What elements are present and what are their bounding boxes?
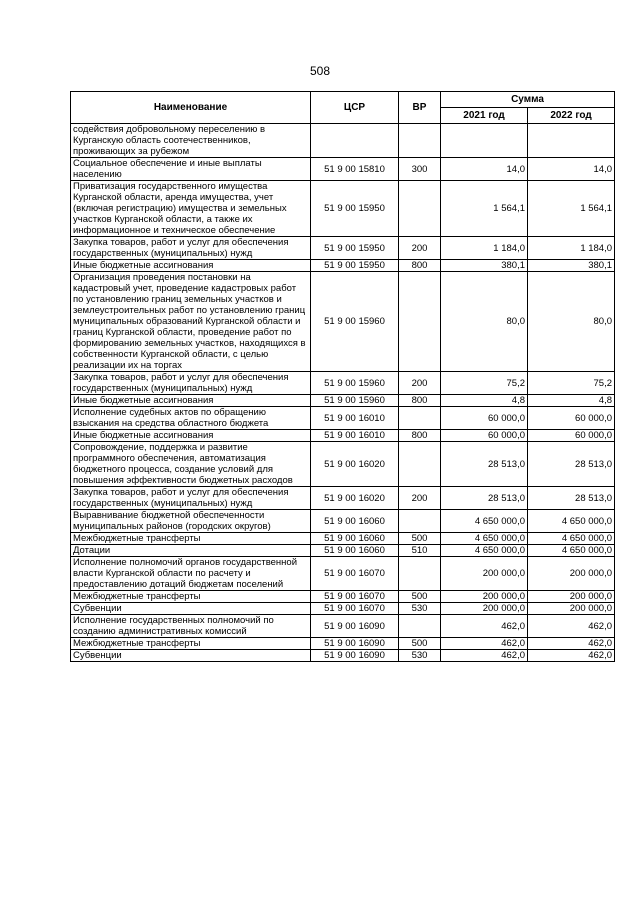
cell-name: Субвенции <box>71 603 311 615</box>
cell-s2022: 462,0 <box>528 615 615 638</box>
cell-vr: 200 <box>399 487 441 510</box>
cell-vr <box>399 510 441 533</box>
table-row <box>71 510 615 533</box>
cell-vr: 530 <box>399 650 441 662</box>
cell-csr: 51 9 00 16070 <box>311 603 399 615</box>
cell-name: Межбюджетные трансферты <box>71 591 311 603</box>
cell-s2021: 1 184,0 <box>441 237 528 260</box>
cell-s2022: 200 000,0 <box>528 603 615 615</box>
cell-name: Иные бюджетные ассигнования <box>71 395 311 407</box>
header-sum: Сумма <box>441 92 615 108</box>
cell-name: Исполнение государственных полномочий по созданию административных комиссий <box>71 615 311 638</box>
header-vr: ВР <box>399 92 441 124</box>
table-row <box>71 181 615 237</box>
cell-s2022: 380,1 <box>528 260 615 272</box>
cell-s2022: 28 513,0 <box>528 487 615 510</box>
header-year-2021: 2021 год <box>441 108 528 124</box>
cell-s2021: 462,0 <box>441 638 528 650</box>
cell-csr: 51 9 00 15950 <box>311 237 399 260</box>
cell-s2022: 200 000,0 <box>528 557 615 591</box>
cell-name: Исполнение полномочий органов государственной власти Курганской области по расчету и предоставлению дотаций бюджетам поселений <box>71 557 311 591</box>
cell-csr: 51 9 00 16090 <box>311 650 399 662</box>
cell-name: Организация проведения постановки на кадастровый учет, проведение кадастровых работ по установлению границ земельных участков и землеустроительных работ по установлению границ муниципальных образований Курганской области и границ Курганской области, проведение работ по формированию земельных участков, находящихся в собственности Курганской области, с целью реализации их на торгах <box>71 272 311 372</box>
cell-csr: 51 9 00 16020 <box>311 442 399 487</box>
cell-csr: 51 9 00 16060 <box>311 533 399 545</box>
cell-name: Закупка товаров, работ и услуг для обеспечения государственных (муниципальных) нужд <box>71 237 311 260</box>
table-row <box>71 372 615 395</box>
table-row <box>71 442 615 487</box>
cell-s2022: 4,8 <box>528 395 615 407</box>
cell-name: Сопровождение, поддержка и развитие программного обеспечения, автоматизация бюджетного процесса, создание условий для повышения эффективности бюджетных расходов <box>71 442 311 487</box>
table-row <box>71 395 615 407</box>
cell-csr: 51 9 00 15950 <box>311 181 399 237</box>
cell-s2021 <box>441 124 528 158</box>
cell-s2022: 60 000,0 <box>528 430 615 442</box>
table-row <box>71 557 615 591</box>
table-row <box>71 158 615 181</box>
cell-s2021: 462,0 <box>441 650 528 662</box>
table-row <box>71 430 615 442</box>
cell-vr: 300 <box>399 158 441 181</box>
cell-vr: 800 <box>399 260 441 272</box>
table-row <box>71 487 615 510</box>
cell-s2022 <box>528 124 615 158</box>
cell-s2021: 1 564,1 <box>441 181 528 237</box>
cell-s2021: 75,2 <box>441 372 528 395</box>
cell-name: Выравнивание бюджетной обеспеченности муниципальных районов (городских округов) <box>71 510 311 533</box>
cell-csr: 51 9 00 16070 <box>311 557 399 591</box>
cell-s2021: 60 000,0 <box>441 407 528 430</box>
cell-name: содействия добровольному переселению в Курганскую область соотечественников, проживающих за рубежом <box>71 124 311 158</box>
cell-csr: 51 9 00 15950 <box>311 260 399 272</box>
cell-s2021: 462,0 <box>441 615 528 638</box>
cell-s2021: 80,0 <box>441 272 528 372</box>
cell-name: Межбюджетные трансферты <box>71 533 311 545</box>
cell-s2021: 14,0 <box>441 158 528 181</box>
cell-vr: 500 <box>399 638 441 650</box>
cell-s2021: 200 000,0 <box>441 591 528 603</box>
table-row <box>71 124 615 158</box>
cell-vr: 500 <box>399 591 441 603</box>
cell-vr: 200 <box>399 237 441 260</box>
cell-s2022: 60 000,0 <box>528 407 615 430</box>
cell-vr: 800 <box>399 430 441 442</box>
cell-csr: 51 9 00 15810 <box>311 158 399 181</box>
cell-name: Приватизация государственного имущества Курганской области, аренда имущества, учет (включая регистрацию) имущества и земельных участков Курганской области, а также их информационное и техническое обеспечение <box>71 181 311 237</box>
cell-s2021: 4 650 000,0 <box>441 533 528 545</box>
cell-s2021: 4 650 000,0 <box>441 545 528 557</box>
table-row <box>71 650 615 662</box>
cell-name: Субвенции <box>71 650 311 662</box>
cell-name: Исполнение судебных актов по обращению взыскания на средства областного бюджета <box>71 407 311 430</box>
cell-name: Иные бюджетные ассигнования <box>71 430 311 442</box>
table-row <box>71 533 615 545</box>
cell-vr <box>399 407 441 430</box>
cell-csr: 51 9 00 15960 <box>311 272 399 372</box>
cell-csr: 51 9 00 15960 <box>311 372 399 395</box>
table-row <box>71 603 615 615</box>
cell-csr: 51 9 00 16010 <box>311 407 399 430</box>
cell-csr: 51 9 00 15960 <box>311 395 399 407</box>
cell-s2021: 200 000,0 <box>441 557 528 591</box>
table-row <box>71 615 615 638</box>
cell-vr <box>399 442 441 487</box>
cell-s2022: 4 650 000,0 <box>528 533 615 545</box>
table-body <box>71 124 615 662</box>
cell-vr: 200 <box>399 372 441 395</box>
cell-csr: 51 9 00 16010 <box>311 430 399 442</box>
cell-s2022: 80,0 <box>528 272 615 372</box>
cell-csr: 51 9 00 16060 <box>311 510 399 533</box>
cell-s2022: 4 650 000,0 <box>528 545 615 557</box>
cell-csr: 51 9 00 16070 <box>311 591 399 603</box>
cell-csr: 51 9 00 16060 <box>311 545 399 557</box>
cell-s2021: 28 513,0 <box>441 487 528 510</box>
page-number: 508 <box>309 64 331 78</box>
table-header-row <box>71 92 615 108</box>
cell-s2021: 60 000,0 <box>441 430 528 442</box>
cell-vr <box>399 272 441 372</box>
header-name: Наименование <box>71 92 311 124</box>
cell-name: Социальное обеспечение и иные выплаты населению <box>71 158 311 181</box>
cell-name: Закупка товаров, работ и услуг для обеспечения государственных (муниципальных) нужд <box>71 372 311 395</box>
cell-vr <box>399 124 441 158</box>
table-row <box>71 591 615 603</box>
table-row <box>71 260 615 272</box>
cell-csr: 51 9 00 16020 <box>311 487 399 510</box>
cell-s2022: 14,0 <box>528 158 615 181</box>
cell-s2022: 462,0 <box>528 650 615 662</box>
cell-csr: 51 9 00 16090 <box>311 615 399 638</box>
cell-s2022: 1 564,1 <box>528 181 615 237</box>
cell-vr: 800 <box>399 395 441 407</box>
cell-csr: 51 9 00 16090 <box>311 638 399 650</box>
table-row <box>71 272 615 372</box>
cell-name: Дотации <box>71 545 311 557</box>
table-row <box>71 545 615 557</box>
cell-name: Иные бюджетные ассигнования <box>71 260 311 272</box>
cell-s2022: 1 184,0 <box>528 237 615 260</box>
cell-s2022: 75,2 <box>528 372 615 395</box>
cell-s2021: 28 513,0 <box>441 442 528 487</box>
cell-s2022: 4 650 000,0 <box>528 510 615 533</box>
header-year-2022: 2022 год <box>528 108 615 124</box>
cell-name: Закупка товаров, работ и услуг для обеспечения государственных (муниципальных) нужд <box>71 487 311 510</box>
header-csr: ЦСР <box>311 92 399 124</box>
table-row <box>71 407 615 430</box>
cell-vr: 530 <box>399 603 441 615</box>
table-row <box>71 638 615 650</box>
cell-s2021: 380,1 <box>441 260 528 272</box>
cell-vr: 510 <box>399 545 441 557</box>
cell-s2021: 4 650 000,0 <box>441 510 528 533</box>
cell-s2021: 4,8 <box>441 395 528 407</box>
cell-s2022: 200 000,0 <box>528 591 615 603</box>
budget-table <box>70 91 615 662</box>
cell-s2022: 28 513,0 <box>528 442 615 487</box>
cell-name: Межбюджетные трансферты <box>71 638 311 650</box>
table-row <box>71 237 615 260</box>
cell-vr <box>399 615 441 638</box>
cell-s2022: 462,0 <box>528 638 615 650</box>
cell-vr: 500 <box>399 533 441 545</box>
cell-s2021: 200 000,0 <box>441 603 528 615</box>
cell-csr <box>311 124 399 158</box>
cell-vr <box>399 181 441 237</box>
cell-vr <box>399 557 441 591</box>
